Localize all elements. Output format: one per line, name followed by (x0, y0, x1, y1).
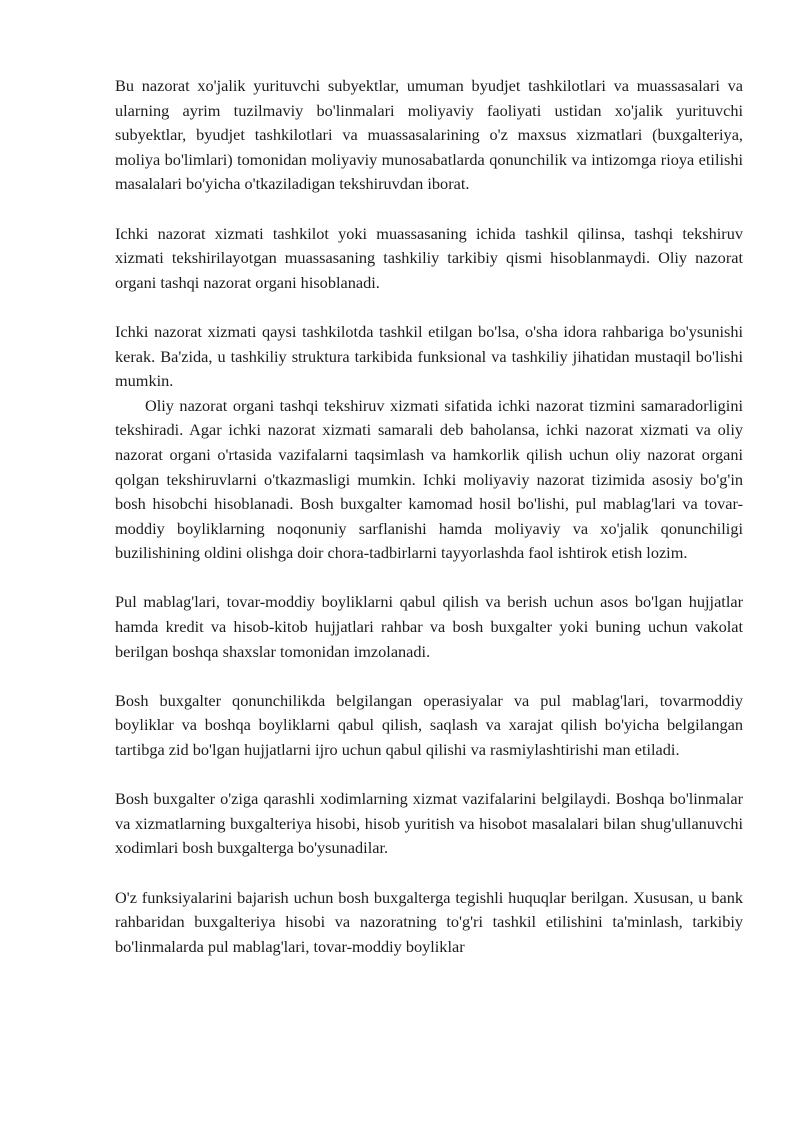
document-body (115, 74, 743, 959)
paragraph-5: Pul mablag'lari, tovar-moddiy boyliklarni qabul qilish va berish uchun asos bo'lgan hujjatlar hamda kredit va hisob-kitob hujjatlari rahbar va bosh buxgalter yoki buning uchun vakolat berilgan boshqa shaxslar tomonidan imzolanadi. (115, 592, 743, 661)
paragraph-2: Ichki nazorat xizmati tashkilot yoki muassasaning ichida tashkil qilinsa, tashqi tekshiruv xizmati tekshirilayotgan muassasaning tashkiliy tarkibiy qismi hisoblanmaydi. Oliy nazorat organi tashqi nazorat organi hisoblanadi. (115, 223, 743, 292)
paragraph-6: Bosh buxgalter qonunchilikda belgilangan operasiyalar va pul mablag'lari, tovarmoddiy boyliklar va boshqa boyliklarni qabul qilish, saqlash va xarajat qilish bo'yicha belgilangan tartibga zid bo'lgan hujjatlarni ijro uchun qabul qilishi va rasmiylashtirishi man etiladi. (115, 690, 743, 760)
paragraph-4: Oliy nazorat organi tashqi tekshiruv xizmati sifatida ichki nazorat tizmini samaradorligini tekshiradi. Agar ichki nazorat xizmati samarali deb baholansa, ichki nazorat xizmati va oliy nazorat organi o'rtasida vazifalarni taqsimlash va hamkorlik qilish uchun oliy nazorat organi qolgan tekshiruvlarni o'tkazmasligi mumkin. Ichki moliyaviy nazorat tizimida asosiy bo'g'in bosh hisobchi hisoblanadi. Bosh buxgalter kamomad hosil bo'lishi, pul mablag'lari va tovar-moddiy boyliklarning noqonuniy sarflanishi hamda moliyaviy va xo'jalik qonunchiligi buzilishining oldini olishga doir chora-tadbirlarni tayyorlashda faol ishtirok etish lozim. (115, 395, 743, 563)
paragraph-3: Ichki nazorat xizmati qaysi tashkilotda tashkil etilgan bo'lsa, o'sha idora rahbariga bo'ysunishi kerak. Ba'zida, u tashkiliy struktura tarkibida funksional va tashkiliy jihatidan mustaqil bo'lishi mumkin. (115, 321, 743, 391)
paragraph-8: O'z funksiyalarini bajarish uchun bosh buxgalterga tegishli huquqlar berilgan. Xususan, u bank rahbaridan buxgalteriya hisobi va nazoratning to'g'ri tashkil etilishini ta'minlash, tarkibiy bo'linmalarda pul mablag'lari, tovar-moddiy boyliklar (115, 887, 743, 956)
paragraph-1: Bu nazorat xo'jalik yurituvchi subyektlar, umuman byudjet tashkilotlari va muassasalari va ularning ayrim tuzilmaviy bo'linmalari moliyaviy faoliyati ustidan xo'jalik yurituvchi subyektlar, byudjet tashkilotlari va muassasalarining o'z maxsus xizmatlari (buxgalteriya, moliya bo'limlari) tomonidan moliyaviy munosabatlarda qonunchilik va intizomga rioya etilishi masalalari bo'yicha o'tkaziladigan tekshiruvdan iborat. (115, 76, 743, 194)
paragraph-7: Bosh buxgalter o'ziga qarashli xodimlarning xizmat vazifalarini belgilaydi. Boshqa bo'linmalar va xizmatlarning buxgalteriya hisobi, hisob yuritish va hisobot masalalari bilan shug'ullanuvchi xodimlari bosh buxgalterga bo'ysunadilar. (115, 789, 743, 858)
